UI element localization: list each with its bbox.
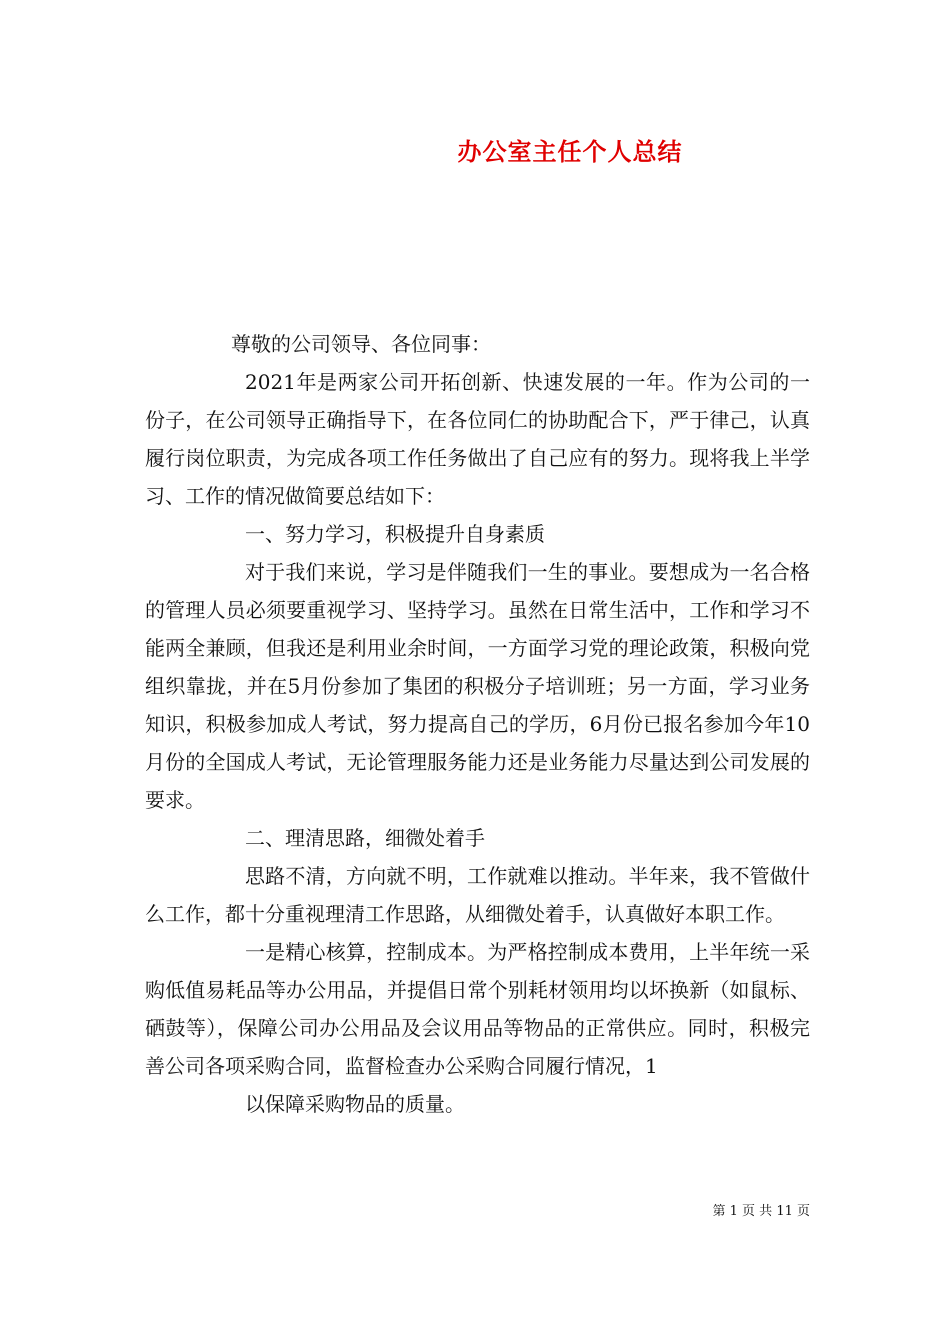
greeting-line: 尊敬的公司领导、各位同事： <box>231 332 491 356</box>
section-heading-2: 二、理清思路，细微处着手 <box>245 826 485 850</box>
page-number-footer: 第 1 页 共 11 页 <box>712 1204 810 1219</box>
study-paragraph: 对于我们来说，学习是伴随我们一生的事业。要想成为一名合格的管理人员必须要重视学习、坚持学习。虽然在日常生活中，工作和学习不能两全兼顾，但我还是利用业余时间，一方面学习党的理论政策，积极向党组织靠拢，并在5月份参加了集团的积极分子培训班；另一方面，学习业务知识，积极参加成人考试，努力提高自己的学历，6月份已报名参加今年10月份的全国成人考试，无论管理服务能力还是业务能力尽量达到公司发展的要求。 <box>145 560 810 812</box>
document-title: 办公室主任个人总结 <box>457 138 683 166</box>
quality-paragraph: 以保障采购物品的质量。 <box>245 1092 465 1116</box>
section-heading-1: 一、努力学习，积极提升自身素质 <box>245 522 545 546</box>
intro-paragraph: 2021年是两家公司开拓创新、快速发展的一年。作为公司的一份子，在公司领导正确指导下，在各位同仁的协助配合下，严于律己，认真履行岗位职责，为完成各项工作任务做出了自己应有的努力。现将我上半学习、工作的情况做简要总结如下： <box>145 370 810 508</box>
approach-paragraph: 思路不清，方向就不明，工作就难以推动。半年来，我不管做什么工作，都十分重视理清工作思路，从细微处着手，认真做好本职工作。 <box>145 864 810 926</box>
document-body <box>145 325 810 1123</box>
cost-control-paragraph: 一是精心核算，控制成本。为严格控制成本费用，上半年统一采购低值易耗品等办公用品，并提倡日常个别耗材领用均以坏换新（如鼠标、硒鼓等），保障公司办公用品及会议用品等物品的正常供应。同时，积极完善公司各项采购合同，监督检查办公采购合同履行情况，1 <box>145 940 810 1078</box>
